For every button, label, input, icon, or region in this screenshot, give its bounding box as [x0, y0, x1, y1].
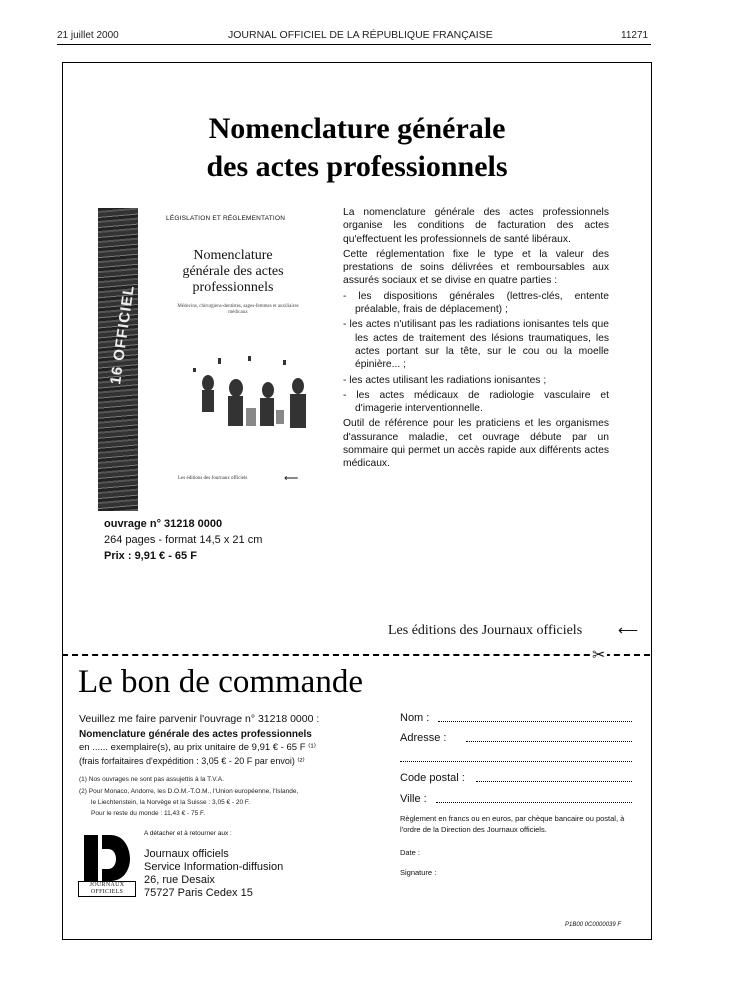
nom-label: Nom : — [400, 712, 430, 724]
description — [343, 206, 609, 473]
list-item: - les dispositions générales (lettres-clés, entente préalable, frais de déplacement) ; — [343, 290, 609, 316]
book-cover — [98, 208, 320, 511]
header-rule — [57, 44, 651, 45]
order-quantity: en ...... exemplaire(s), au prix unitaire de 9,91 € - 65 F ⁽¹⁾ — [79, 742, 316, 753]
cover-title-line-1: Nomenclature — [193, 248, 273, 263]
product-pages-format: 264 pages - format 14,5 x 21 cm — [104, 534, 263, 546]
code-postal-label: Code postal : — [400, 772, 465, 784]
product-reference: ouvrage n° 31218 0000 — [104, 518, 223, 530]
date-label: Date : — [400, 848, 421, 857]
mailing-address — [144, 848, 283, 900]
description-paragraph-2: Cette réglementation fixe le type et la valeur des prestations de soins délivrées et remboursables aux assurés sociaux et se divise en quatre parties : — [343, 248, 609, 287]
arrow-left-icon: ⟵ — [618, 622, 639, 638]
logo-caption-line-1: JOURNAUX — [89, 882, 125, 888]
scissors-icon: ✂ — [592, 647, 606, 664]
cut-line — [62, 654, 650, 656]
editions-line: Les éditions des Journaux officiels — [388, 623, 583, 638]
address-line: Service Information-diffusion — [144, 861, 284, 873]
code-postal-field[interactable] — [476, 781, 632, 782]
address-line: Journaux officiels — [144, 848, 229, 860]
description-paragraph-3: Outil de référence pour les praticiens et les organismes d'assurance maladie, cet ouvrage débute par un sommaire qui permet un accès rapide aux différents actes médicaux. — [343, 418, 609, 470]
cover-title-line-3: professionnels — [192, 280, 274, 295]
detach-instruction: A détacher et à retourner aux : — [144, 830, 232, 837]
address-line: 75727 Paris Cedex 15 — [144, 887, 253, 899]
list-item: - les actes médicaux de radiologie vasculaire et d'imagerie interventionnelle. — [343, 389, 609, 415]
description-list — [343, 290, 609, 416]
description-paragraph-1: La nomenclature générale des actes professionnels organise les conditions de facturation des actes qu'effectuent les professionnels de santé libéraux. — [343, 207, 609, 245]
order-form-title: Le bon de commande — [78, 664, 363, 700]
address-line: 26, rue Desaix — [144, 874, 215, 886]
nom-field[interactable] — [438, 721, 632, 722]
list-item: - les actes n'utilisant pas les radiations ionisantes tels que les actes de traitement des lésions traumatiques, les actes portant sur la tête, sur le cou ou la moelle épinière... ; — [343, 319, 609, 371]
cover-publisher: Les éditions des Journaux officiels — [178, 476, 248, 481]
cover-subtitle: Médecins, chirurgiens-dentistes, sages-femmes et auxiliaires médicaux — [177, 304, 299, 315]
adresse-field[interactable] — [466, 741, 632, 742]
title-line-1: Nomenclature générale — [208, 112, 506, 145]
footnote-2a: (2) Pour Monaco, Andorre, les D.O.M.-T.O.M., l'Union européenne, l'Islande, — [79, 788, 299, 795]
ville-label: Ville : — [400, 793, 427, 805]
footnote-2c: Pour le reste du monde : 11,43 € - 75 F. — [91, 810, 206, 817]
cover-photo — [188, 338, 318, 448]
payment-instructions: Règlement en francs ou en euros, par chèque bancaire ou postal, à l'ordre de la Direction des Journaux officiels. — [400, 814, 625, 834]
cover-title — [148, 248, 318, 296]
product-price: Prix : 9,91 € - 65 F — [104, 550, 197, 562]
list-item: - les actes utilisant les radiations ionisantes ; — [343, 374, 547, 386]
logo-caption-line-2: OFFICIELS — [90, 889, 124, 895]
logo-caption — [78, 881, 136, 897]
adresse-field-line-2[interactable] — [400, 761, 632, 762]
order-book-title: Nomenclature générale des actes professionnels — [79, 729, 312, 740]
title-line-2: des actes professionnels — [206, 150, 508, 183]
order-intro: Veuillez me faire parvenir l'ouvrage n° 31218 0000 : — [79, 713, 320, 725]
footnote-1: (1) Nos ouvrages ne sont pas assujettis à la T.V.A. — [79, 776, 224, 783]
footnote-2b: le Liechtenstein, la Norvège et la Suisse : 3,05 € - 20 F. — [91, 799, 250, 806]
cover-series: LÉGISLATION ET RÉGLEMENTATION — [166, 215, 286, 222]
header-journal: JOURNAL OFFICIEL DE LA RÉPUBLIQUE FRANÇAISE — [228, 29, 493, 41]
header-page-number: 11271 — [621, 30, 649, 41]
arrow-left-icon: ⟵ — [284, 473, 299, 484]
ville-field[interactable] — [436, 802, 632, 803]
cover-title-line-2: générale des actes — [182, 264, 284, 279]
adresse-label: Adresse : — [400, 732, 447, 744]
order-shipping: (frais forfaitaires d'expédition : 3,05 € - 20 F par envoi) ⁽²⁾ — [79, 756, 305, 766]
signature-label: Signature : — [400, 868, 437, 877]
header-date: 21 juillet 2000 — [57, 30, 119, 41]
page-title — [62, 110, 652, 186]
reference-code: P1B00 0C0000039 F — [565, 922, 622, 928]
